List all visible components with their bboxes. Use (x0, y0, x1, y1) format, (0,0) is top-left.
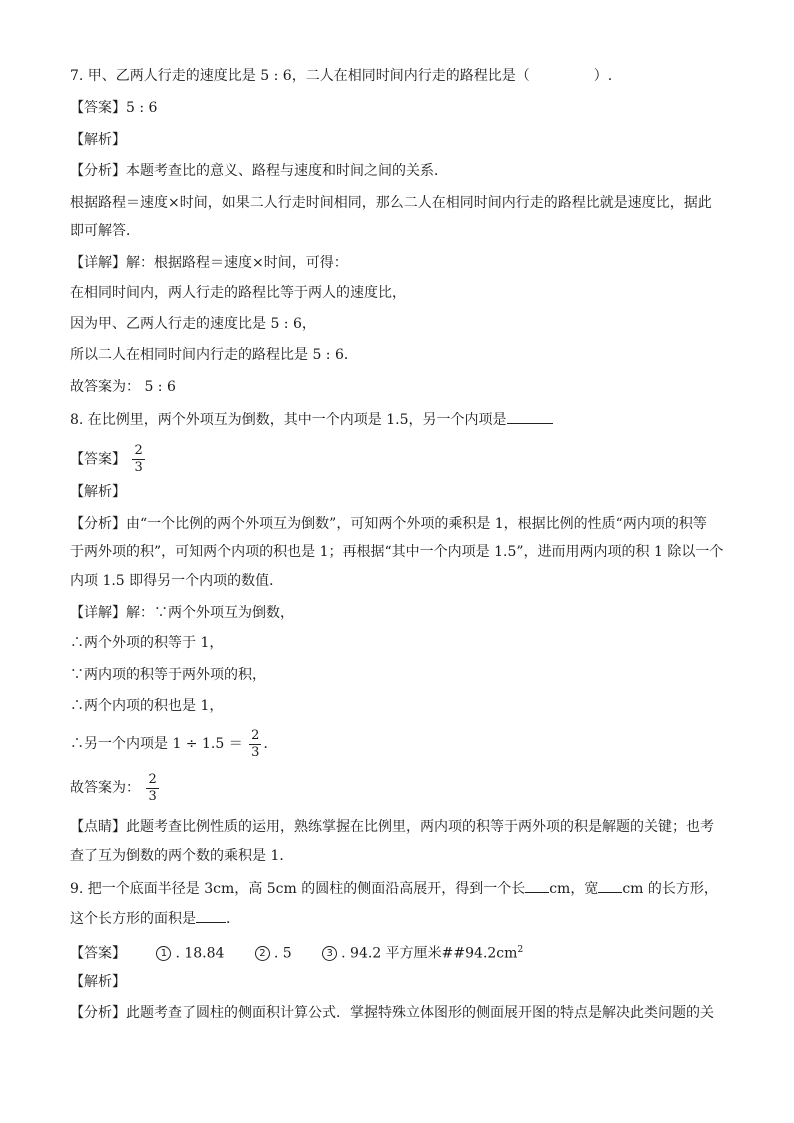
q8-xiangjie-l4: ∴两个内项的积也是 1， (70, 698, 224, 714)
q7-fenxi-l3: 即可解答． (70, 223, 140, 239)
q8-xiangjie-l2: ∴两个外项的积等于 1， (70, 635, 224, 651)
q8-xiangjie-l3: ∵两内项的积等于两外项的积， (70, 667, 266, 683)
q9-jiexi-tag: 【解析】 (70, 974, 126, 990)
q9-answer: 【答案】 1 . 18.84 2 . 5 3 . 94.2 平方厘米$\#\#94.2cm^2$ (70, 945, 524, 962)
q9-question-l2: 这个长方形的面积是 ． (70, 908, 240, 929)
q8-xiangjie-l5: ∴另一个内项是 1 ÷ 1.5 ＝ $\frac{2}{3}$ ． (70, 727, 278, 760)
q8-fenxi-l2: 于两外项的积”，可知两个内项的积也是 1；再根据“其中一个内项是 1.5”，进而用两内项的积 1 除以一个 (70, 544, 724, 560)
q8-xiangjie: 【详解】解：∵两个外项互为倒数， (70, 605, 294, 621)
q8-dianjing: 【点睛】此题考查比例性质的运用，熟练掌握在比例里，两内项的积等于两外项的积是解题的关键；也考 (70, 819, 714, 835)
answer-blank (525, 878, 549, 893)
circled-number-2: 2 (255, 946, 270, 961)
q8-question: 8. 在比例里，两个外项互为倒数，其中一个内项是 1.5，另一个内项是 (70, 409, 553, 430)
final-fraction: $\frac{2}{3}$ (148, 771, 157, 804)
q8-final: 故答案为： $\frac{2}{3}$ (70, 771, 157, 804)
q7-jiexi-tag: 【解析】 (70, 132, 126, 148)
q7-xiangjie-l2: 在相同时间内，两人行走的路程比等于两人的速度比， (70, 285, 406, 301)
answer-blank (196, 908, 226, 923)
q7-question: 7. 甲、乙两人行走的速度比是 5 : 6，二人在相同时间内行走的路程比是（ ）. (70, 68, 613, 84)
q8-fenxi: 【分析】由“一个比例的两个外项互为倒数”，可知两个外项的乘积是 1，根据比例的性质“两内项的积等 (70, 516, 707, 532)
q8-fenxi-l3: 内项 1.5 即得另一个内项的数值． (70, 573, 284, 589)
answer-blank (507, 409, 553, 424)
q8-dianjing-l2: 查了互为倒数的两个数的乘积是 1． (70, 848, 294, 864)
answer-tag: 【答案】 (70, 100, 126, 116)
answer-blank (598, 878, 622, 893)
q8-answer: 【答案】 $\frac{2}{3}$ (70, 443, 143, 475)
circled-number-1: 1 (156, 946, 171, 961)
result-fraction: $\frac{2}{3}$ (251, 727, 260, 760)
q9-fenxi: 【分析】此题考查了圆柱的侧面积计算公式．掌握特殊立体图形的侧面展开图的特点是解决此类问题的关 (70, 1005, 714, 1021)
q7-answer: 【答案】5 : 6 (70, 100, 158, 116)
q7-xiangjie-l3: 因为甲、乙两人行走的速度比是 5 : 6， (70, 316, 316, 332)
q7-fenxi: 【分析】本题考查比的意义、路程与速度和时间之间的关系． (70, 163, 448, 179)
q7-xiangjie: 【详解】解：根据路程＝速度×时间，可得： (70, 255, 348, 271)
circled-number-3: 3 (322, 946, 337, 961)
answer-fraction: $\frac{2}{3}$ (134, 443, 143, 475)
q7-xiangjie-l4: 所以二人在相同时间内行走的路程比是 5 : 6． (70, 347, 358, 363)
q7-final: 故答案为： 5 : 6 (70, 379, 176, 395)
q9-question: 9. 把一个底面半径是 3cm，高 5cm 的圆柱的侧面沿高展开，得到一个长 cm，宽 cm 的长方形， (70, 878, 718, 899)
q7-fenxi-l2: 根据路程＝速度×时间，如果二人行走时间相同，那么二人在相同时间内行走的路程比就是速度比，据此 (70, 195, 712, 211)
q8-jiexi-tag: 【解析】 (70, 484, 126, 500)
